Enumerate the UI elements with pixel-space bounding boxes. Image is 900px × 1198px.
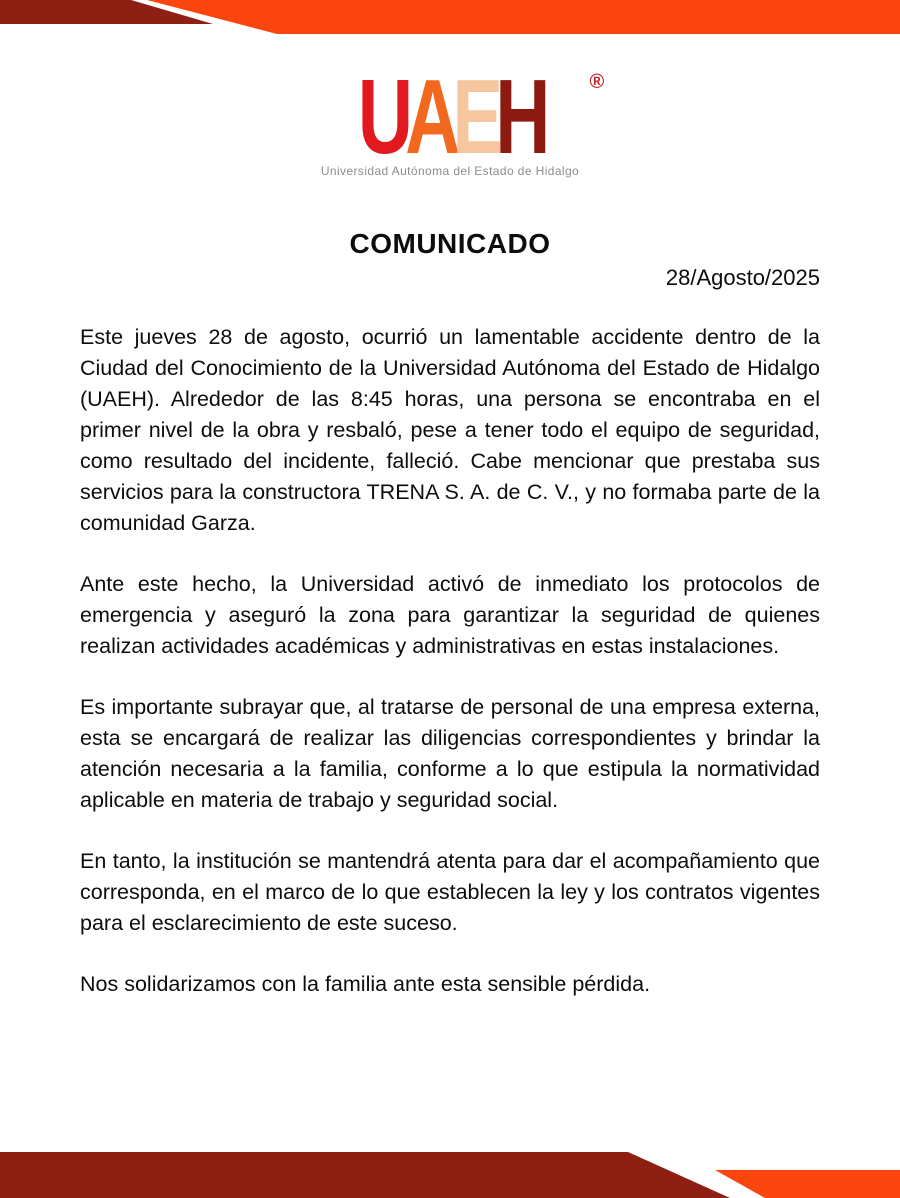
paragraph: En tanto, la institución se mantendrá atenta para dar el acompañamiento que corresponda, en el marco de lo que establecen la ley y los contratos vigentes para el esclarecimiento de este suceso. [80,849,820,935]
logo-letter-e: E [452,58,496,176]
logo-tagline: Universidad Autónoma del Estado de Hidalgo [320,163,580,178]
bottom-orange-ribbon [715,1170,900,1198]
bottom-ribbon-decoration [0,1152,900,1198]
top-orange-ribbon [147,0,900,34]
paragraph: Nos solidarizamos con la familia ante esta sensible pérdida. [80,972,651,996]
paragraph: Ante este hecho, la Universidad activó de inmediato los protocolos de emergencia y aseguró la zona para garantizar la seguridad de quienes realizan actividades académicas y administrativas en estas instalaciones. [80,572,820,658]
logo-letter-u: U [357,58,405,176]
logo-letter-h: H [495,58,543,176]
uaeh-logo [0,58,900,178]
document-title: COMUNICADO [349,228,551,259]
paragraph: Este jueves 28 de agosto, ocurrió un lamentable accidente dentro de la Ciudad del Conocimiento de la Universidad Autónoma del Estado de Hidalgo (UAEH). Alrededor de las 8:45 horas, una persona se encontraba en el primer nivel de la obra y resbaló, pese a tener todo el equipo de seguridad, como resultado del incidente, falleció. Cabe mencionar que prestaba sus servicios para la constructora TRENA S. A. de C. V., y no formaba parte de la comunidad Garza. [80,325,820,535]
document-body [80,228,820,1000]
logo-letter-a: A [404,58,453,176]
top-ribbon-decoration [0,0,900,40]
paragraph-list [80,322,820,1000]
document-date: 28/Agosto/2025 [665,265,820,290]
paragraph: Es importante subrayar que, al tratarse de personal de una empresa externa, esta se encargará de realizar las diligencias correspondientes y brindar la atención necesaria a la familia, conforme a lo que estipula la normatividad aplicable en materia de trabajo y seguridad social. [80,695,820,812]
bottom-maroon-ribbon [0,1152,730,1198]
registered-trademark-icon: ® [589,71,605,93]
